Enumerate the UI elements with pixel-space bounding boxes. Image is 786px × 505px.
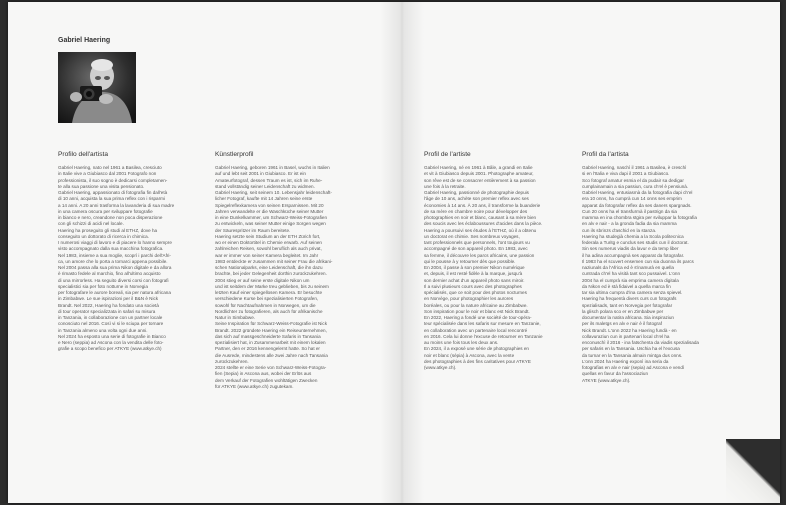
column-french — [424, 151, 554, 371]
column-body: Gabriel Haering, naschì il 1961 a Basilea, è creschì si en l'Italia e viva dapi il 2001 a Giubiasco. Sco fotograf amatur esmia el da pudair sa dedigar cumplainamain a sia passiun, cura ch'el è pensiunà. Gabriel Haering, entusiasmà da la fotografia dapi ch'el era 10 onns, ha cumprà cun 14 onns ses emprim apparat da fotografar reflex da ses daners spargnads. Cun 20 onns ha el transfurmà il pastrign da sia mamma en ina chombra stgira per sviluppar la fotografia en alv e nair - a la gronda fadia da sia mamma cun ils sbrinzs d'aschid en la stanza. Haering ha studegià chemia a la Scola politecnica federala a Turitg e cunclus ses studis cun il doctorat. Sin ses numerus viadis da lavur e da temp liber il ha adina accumpagnà ses apparat da fotografar. Il 1983 ha el scuvert ensemen cun sia duonna ils parcs naziunals da l'Africa ed è s'inamurà en quella cuntrada ch'el ha visità tant sco pussaivel. L'onn 2004 ha el cumprà sia emprima camera digitala da Nikon ed è stà fidaivel a quella marca fin tar sia ultima cumpra d'ina camera senza spievel. Haering ha frequentà divers curs cun fotografs spezialisads, tant en Norvegia per fotografar la glisch polara sco er en Zimbabwe per documentar la natira africana. Sia inspiraziun per ils maletgs en alv e nair è il fotograf Nick Brandt. L'onn 2022 ha Haering fundà - en collavuraziun cun in partenari local ch'el ha enconuschì il 2016 - ina fatschenta da viadis spezialisada per safaris en la Tansania. Uschia ha el l'excusa da turnar en la Tansania almain mintga dus onns. L'onn 2024 ha Haering exponì ina seria da fotografias en alv e nair (sepia) ad Ascona e vendì quellas en favur da l'associaziun ATKYE (www.atkye.ch). — [582, 165, 699, 383]
page-curl[interactable] — [726, 439, 780, 503]
author-name: Gabriel Haering — [58, 37, 111, 44]
column-body: Gabriel Haering, nato nel 1961 a Basilea, cresciuto in Italie vive a Giubiasco dal 2001 Fotografo non professionista, il suo sogno è dedicarsi completamen- te alla sua passione una visita pensionato. Gabriel Haering, appassionato di fotografia fin dall'età di 10 anni, acquista la sua prima reflex con i risparmi a 14 anni. A 20 anni trasforma la lavanderia di sua madre in una camera oscura per sviluppare fotografie in bianco e nero, creandone non poca disperazione con gli schizzi di acidi nel locale. Haering ha proseguito gli studi al ETHZ, dove ha conseguito un dottorato di ricerca in chimica. I numerosi viaggi di lavoro e di piacere lo hanno sempre visto accompagnato dalla sua macchina fotografica. Nel 1983, insieme a sua moglie, scoprì i parchi dell'Afri- ca, un amore che lo porta a tornarci appena possibile. Nel 2004 passa alla sua prima Nikon digitale e da allora è rimasto fedele al marchio, fino all'ultimo acquisto di una mirrorless. Ha seguito diversi corsi con fotografi specialistici sia per foto notturne in Norvegia per fotografare le aurore boreali, sia per natura africana in Zimbabwe. Le sue ispirazioni per il B&N è Nick Brandt. Nel 2022, Haering ha fondato una società di tour operator specializzata in safari su misura in Tanzania, in collaborazione con un partner locale conosciuto nel 2016. Così vi si le sciupa per tornare in Tanzania almeno una volta ogni due anni. Nel 2024 ha esposto una serie di fotografie in Bianco e Nero (seppia) ad Ascona con la vendita delle foto- grafie a scopo benefico per ATKYE (www.atkye.ch) — [58, 165, 175, 352]
column-title: Profilo dell'artista — [58, 151, 109, 158]
column-italian — [58, 151, 188, 353]
author-portrait — [58, 52, 136, 123]
column-german — [215, 151, 345, 390]
column-body: Gabriel Haering, né en 1961 à Bâle, a grandi en Italie et vit à Giubiasco depuis 2001. Photographe amateur, son rêve est de se consacrer entièrement à sa passion une fois à la retraite. Gabriel Haering, passionné de photographie depuis l'âge de 10 ans, achète son premier reflex avec ses économies à 14 ans. À 20 ans, il transforme la buanderie de sa mère en chambre noire pour développer des photographies en noir et blanc, causant à sa mère bien des soucis avec les éclaboussures d'acides dans la pièce. Haering a poursuivi ses études à l'ETHZ, où il a obtenu un doctorat en chimie. Ses nombreux voyages, tant professionnels que personnels, l'ont toujours vu accompagné de son appareil photo. En 1983, avec sa femme, il découvre les parcs africains, une passion qui le pousse à y retourner dès que possible. En 2004, il passe à son premier Nikon numérique et, depuis, il est resté fidèle à la marque, jusqu'à son dernier achat d'un appareil photo sans miroir. Il a suivi plusieurs cours avec des photographes spécialisés, que ce soit pour des photos nocturnes en Norvège, pour photographier les aurores boréales, ou pour la nature africaine au Zimbabwe. Son inspiration pour le noir et blanc est Nick Brandt. En 2022, Haering a fondé une société de tour-opéra- teur spécialisée dans les safaris sur mesure en Tanzanie, en collaboration avec un partenaire local rencontré en 2016. Cela lui donne l'excuse de retourner en Tanzanie au moins une fois tous les deux ans. En 2024, il a exposé une série de photographies en noir et blanc (sépia) à Ascona, avec la vente des photographies à des fins caritatives pour ATKYE (www.atkye.ch). — [424, 165, 543, 370]
column-romansh — [582, 151, 712, 384]
book-gutter — [380, 2, 424, 503]
column-title: Künstlerprofil — [215, 151, 254, 158]
column-title: Profil da l'artista — [582, 151, 629, 158]
book-spread — [8, 2, 780, 503]
portrait-image — [58, 52, 136, 123]
column-title: Profil de l'artiste — [424, 151, 471, 158]
column-body: Gabriel Haering, geboren 1961 in Basel, wuchs in Italien auf und lebt seit 2001 in Giubiasco. Er ist ein Amateurfotograf, dessen Traum es ist, sich im Ruhe- stand vollständig seiner Leidenschaft zu widmen. Gabriel Haering, seit seinem 10. Lebensjahr leidenschaft- licher Fotograf, kaufte mit 14 Jahren seine erste Spiegelreflexkamera von seinen Ersparnissen. Mit 20 Jahren verwandelte er die Waschküche seiner Mutter in eine Dunkelkammer, um Schwarz-Weiss-Fotografien zu entwickeln, was seiner Mutter einige Sorgen wegen der Säurespritzer im Raum bereitete. Haering setzte sein Studium an der ETH Zürich fort, wo er einen Doktortitel in Chemie erwarb. Auf seinen zahlreichen Reisen, sowohl beruflich als auch privat, war er immer von seiner Kamera begleitet. Im Jahr 1983 entdeckte er zusammen mit seiner Frau die afrikani- schen Nationalparks, eine Leidenschaft, die ihn dazu brachte, bei jeder Gelegenheit dorthin zurückzukehren. 2004 stieg er auf seine erste digitale Nikon um und ist seitdem der Marke treu geblieben, bis zu seinem letzten Kauf einer spiegellosen Kamera. Er besuchte verschiedene Kurse bei spezialisierten Fotografen, sowohl für Nachtaufnahmen in Norwegen, um die Nordlichter zu fotografieren, als auch für afrikanische Natur in Simbabwe. Seine Inspiration für Schwarz-Weiss-Fotografie ist Nick Brandt. 2022 gründete Haering ein Reiseunternehmen, das sich auf massgeschneiderte Safaris in Tansania spezialisiert hat, in Zusammenarbeit mit einem lokalen Partner, den er 2016 kennengelernt hatte. So hat er die Ausrede, mindestens alle zwei Jahre nach Tansania zurückzukehren. 2024 stellte er eine Serie von Schwarz-Weiss-Fotogra- fien (Sepia) in Ascona aus, wobei der Erlös aus dem Verkauf der Fotografien wohltätigen Zwecken für ATKYE (www.atkye.ch) zugutekam. — [215, 165, 333, 389]
